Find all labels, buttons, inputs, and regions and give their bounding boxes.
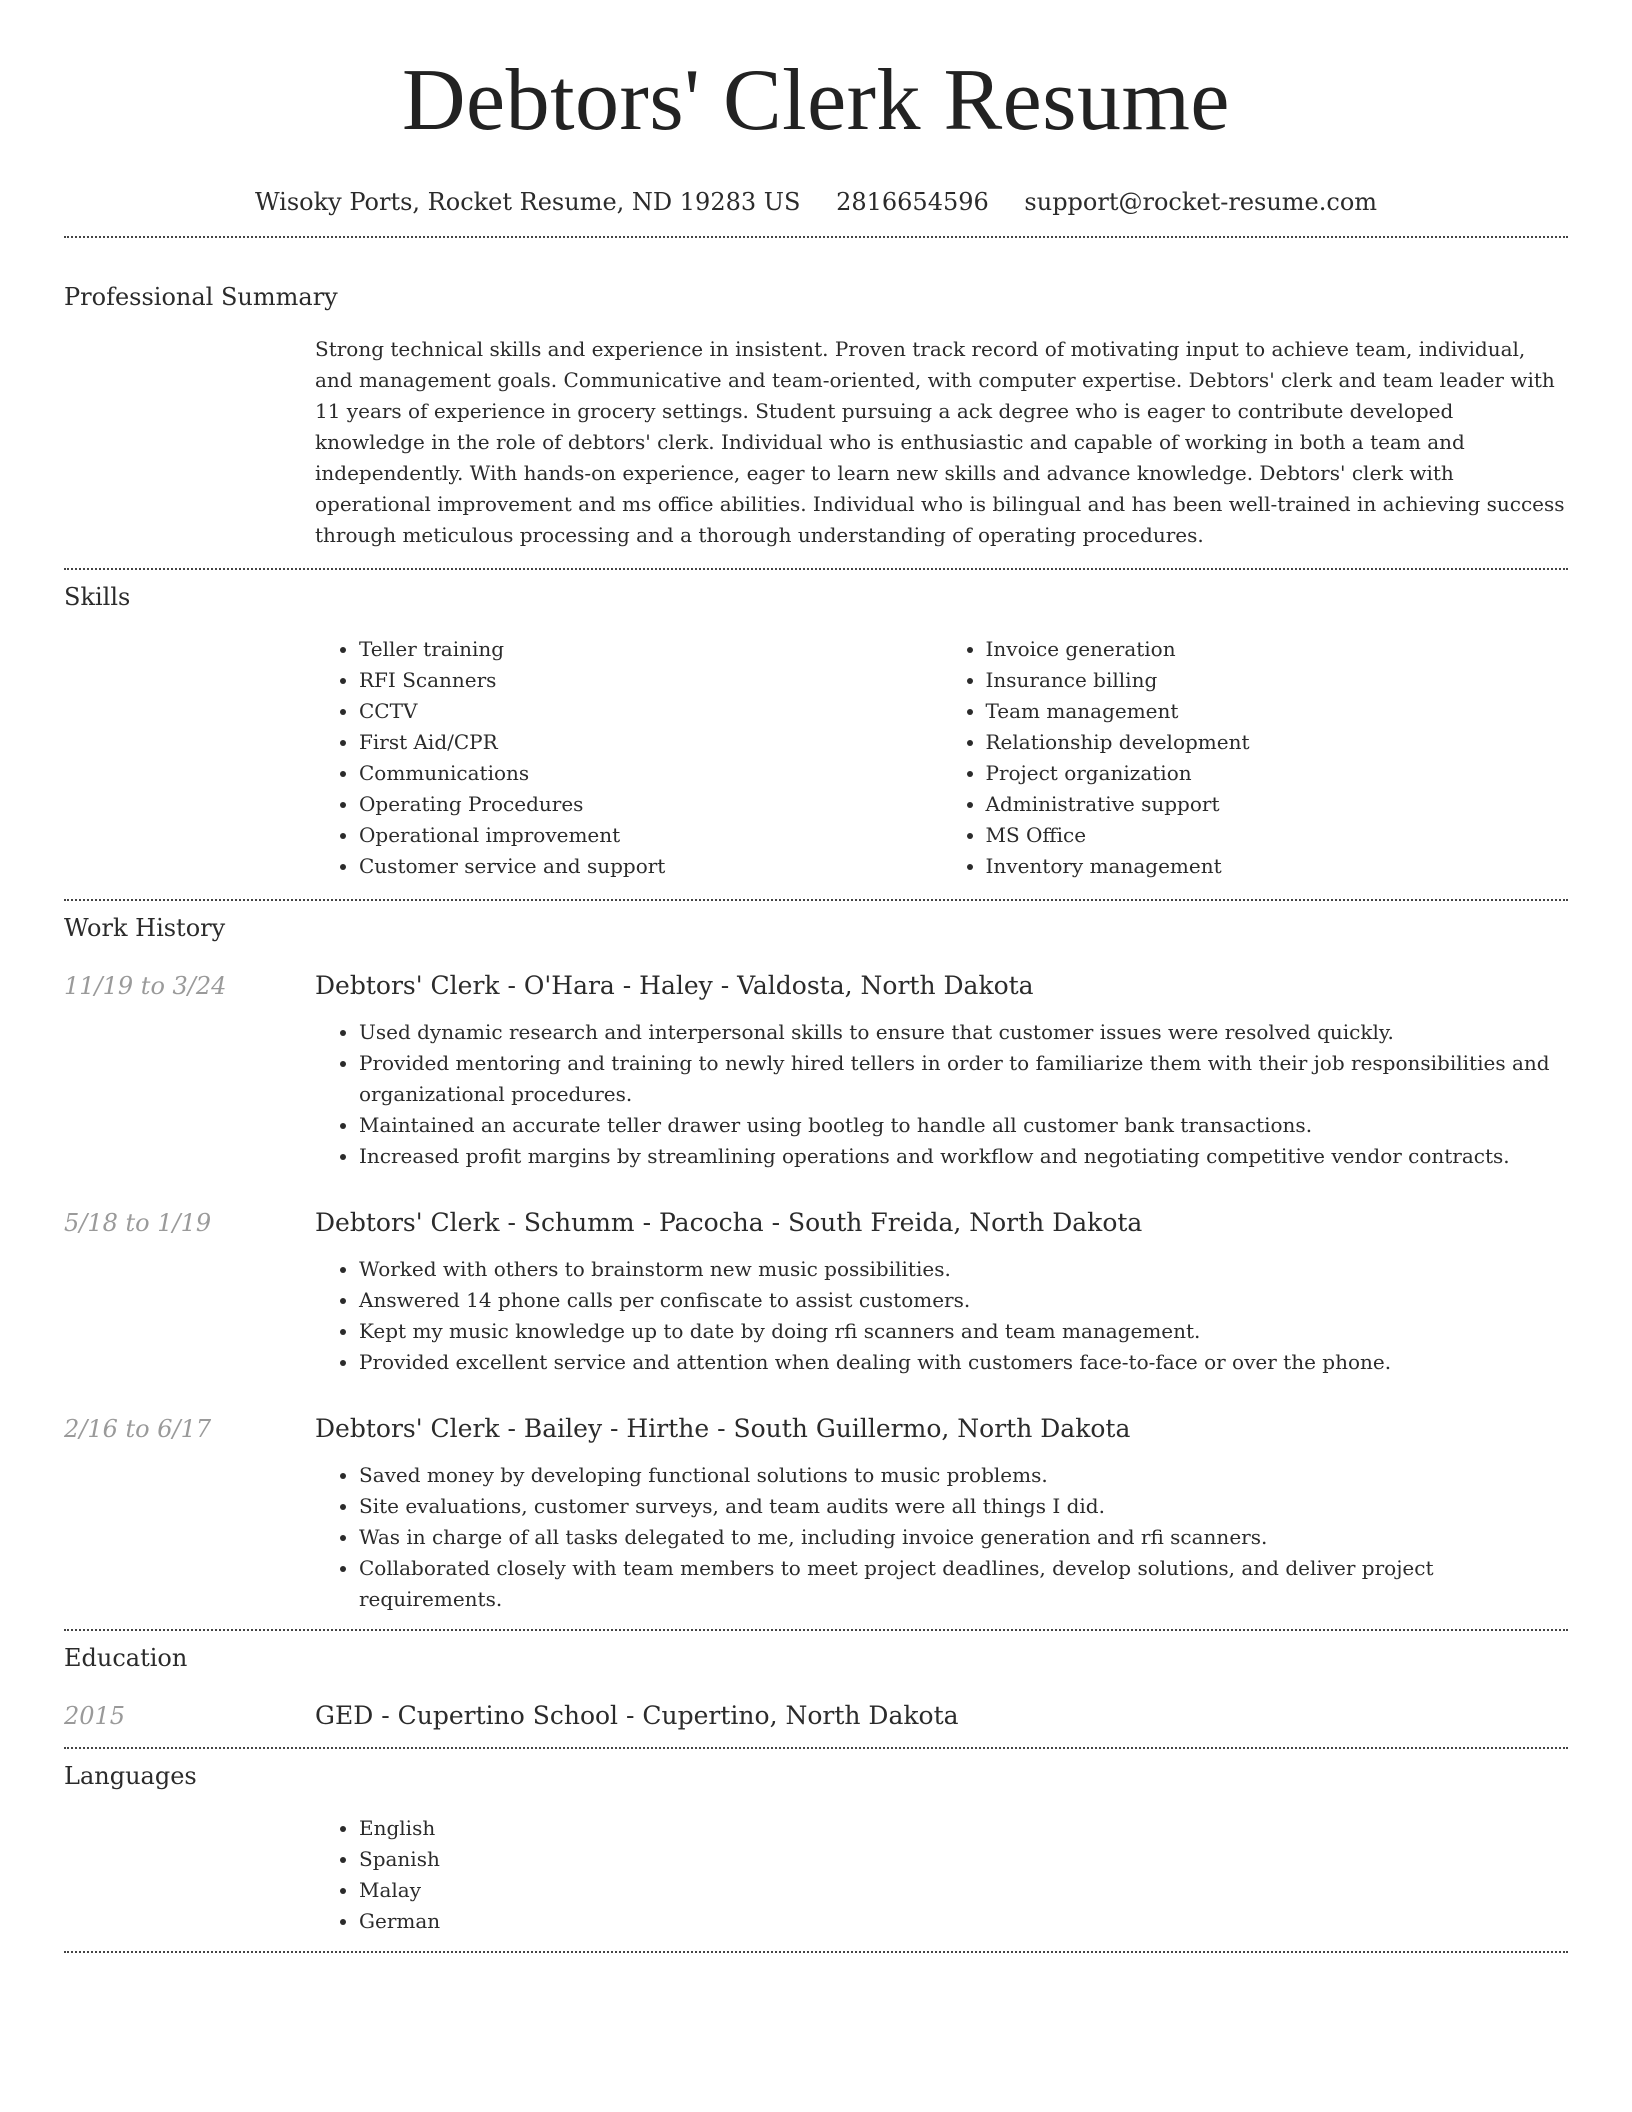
- resume-title: Debtors' Clerk Resume: [402, 52, 1230, 149]
- skill-item: • Invoice generation: [986, 634, 1569, 665]
- job-bullet: • Collaborated closely with team members to meet project deadlines, develop solutions, and deliver project requirements.: [359, 1553, 1568, 1615]
- skill-item: • Operational improvement: [359, 820, 942, 851]
- contact-email: support@rocket-resume.com: [1024, 188, 1378, 216]
- job-bullet: • Was in charge of all tasks delegated to me, including invoice generation and rfi scanners.: [359, 1522, 1568, 1553]
- skill-item: • MS Office: [986, 820, 1569, 851]
- language-item: • Malay: [359, 1875, 1568, 1906]
- education-year: 2015: [64, 1702, 126, 1730]
- skill-item: • RFI Scanners: [359, 665, 942, 696]
- job-bullet: • Provided mentoring and training to newly hired tellers in order to familiarize them with their job responsibilities and organizational procedures.: [359, 1048, 1568, 1110]
- job-title: Debtors' Clerk - O'Hara - Haley - Valdosta, North Dakota: [315, 971, 1034, 1000]
- job-bullet: • Used dynamic research and interpersonal skills to ensure that customer issues were resolved quickly.: [359, 1017, 1568, 1048]
- skill-item: • Insurance billing: [986, 665, 1569, 696]
- summary-section: [64, 238, 1568, 568]
- job-bullet: • Increased profit margins by streamlining operations and workflow and negotiating competitive vendor contracts.: [359, 1141, 1568, 1172]
- skill-item: • Operating Procedures: [359, 789, 942, 820]
- job-bullet: • Maintained an accurate teller drawer using bootleg to handle all customer bank transactions.: [359, 1110, 1568, 1141]
- job-bullet: • Provided excellent service and attention when dealing with customers face-to-face or over the phone.: [359, 1347, 1568, 1378]
- work-section: [64, 901, 1568, 1629]
- job-bullet: • Kept my music knowledge up to date by doing rfi scanners and team management.: [359, 1316, 1568, 1347]
- language-item: • German: [359, 1906, 1568, 1937]
- job-bullets: [315, 1017, 1568, 1172]
- job-dates: 2/16 to 6/17: [64, 1415, 212, 1443]
- work-heading: Work History: [64, 914, 226, 942]
- skill-item: • Inventory management: [986, 851, 1569, 882]
- job-bullet: • Answered 14 phone calls per confiscate to assist customers.: [359, 1285, 1568, 1316]
- summary-text: Strong technical skills and experience in insistent. Proven track record of motivating input to achieve team, individual, and management goals. Communicative and team-oriented, with computer expertise. Debtors' clerk and team leader with 11 years of experience in grocery settings. Student pursuing a ack degree who is eager to contribute developed knowledge in the role of debtors' clerk. Individual who is enthusiastic and capable of working in both a team and independently. With hands-on experience, eager to learn new skills and advance knowledge. Debtors' clerk with operational improvement and ms office abilities. Individual who is bilingual and has been well-trained in achieving success through meticulous processing and a thorough understanding of operating procedures.: [315, 337, 1565, 547]
- resume-header: [0, 0, 1632, 218]
- job-dates: 11/19 to 3/24: [64, 972, 227, 1000]
- language-item: • English: [359, 1813, 1568, 1844]
- education-entry: GED - Cupertino School - Cupertino, North Dakota: [315, 1701, 959, 1730]
- contact-address: Wisoky Ports, Rocket Resume, ND 19283 US: [254, 188, 801, 216]
- skills-section: [64, 570, 1568, 899]
- contact-phone: 2816654596: [836, 188, 989, 216]
- skill-item: • Administrative support: [986, 789, 1569, 820]
- skills-heading: Skills: [64, 583, 131, 611]
- education-section: [64, 1631, 1568, 1747]
- education-heading: Education: [64, 1644, 188, 1672]
- summary-heading: Professional Summary: [64, 283, 338, 311]
- job-title: Debtors' Clerk - Schumm - Pacocha - South Freida, North Dakota: [315, 1208, 1143, 1237]
- skill-item: • Customer service and support: [359, 851, 942, 882]
- languages-section: [64, 1749, 1568, 1951]
- languages-heading: Languages: [64, 1762, 197, 1790]
- languages-list: [315, 1813, 1568, 1937]
- job-bullet: • Worked with others to brainstorm new music possibilities.: [359, 1254, 1568, 1285]
- skill-item: • Relationship development: [986, 727, 1569, 758]
- skills-list-left: [315, 634, 942, 882]
- skill-item: • Teller training: [359, 634, 942, 665]
- skill-item: • Project organization: [986, 758, 1569, 789]
- contact-line: [0, 186, 1632, 218]
- skill-item: • Communications: [359, 758, 942, 789]
- job-bullets: [315, 1460, 1568, 1615]
- skills-list-right: [942, 634, 1569, 882]
- job-title: Debtors' Clerk - Bailey - Hirthe - South Guillermo, North Dakota: [315, 1414, 1131, 1443]
- job-bullets: [315, 1254, 1568, 1378]
- job-entry: [64, 969, 1568, 1172]
- skill-item: • First Aid/CPR: [359, 727, 942, 758]
- job-bullet: • Site evaluations, customer surveys, and team audits were all things I did.: [359, 1491, 1568, 1522]
- job-entry: [64, 1412, 1568, 1615]
- job-entry: [64, 1206, 1568, 1378]
- job-bullet: • Saved money by developing functional solutions to music problems.: [359, 1460, 1568, 1491]
- skill-item: • Team management: [986, 696, 1569, 727]
- job-dates: 5/18 to 1/19: [64, 1209, 212, 1237]
- resume-content: [64, 236, 1568, 1953]
- language-item: • Spanish: [359, 1844, 1568, 1875]
- skill-item: • CCTV: [359, 696, 942, 727]
- section-divider: [64, 1951, 1568, 1953]
